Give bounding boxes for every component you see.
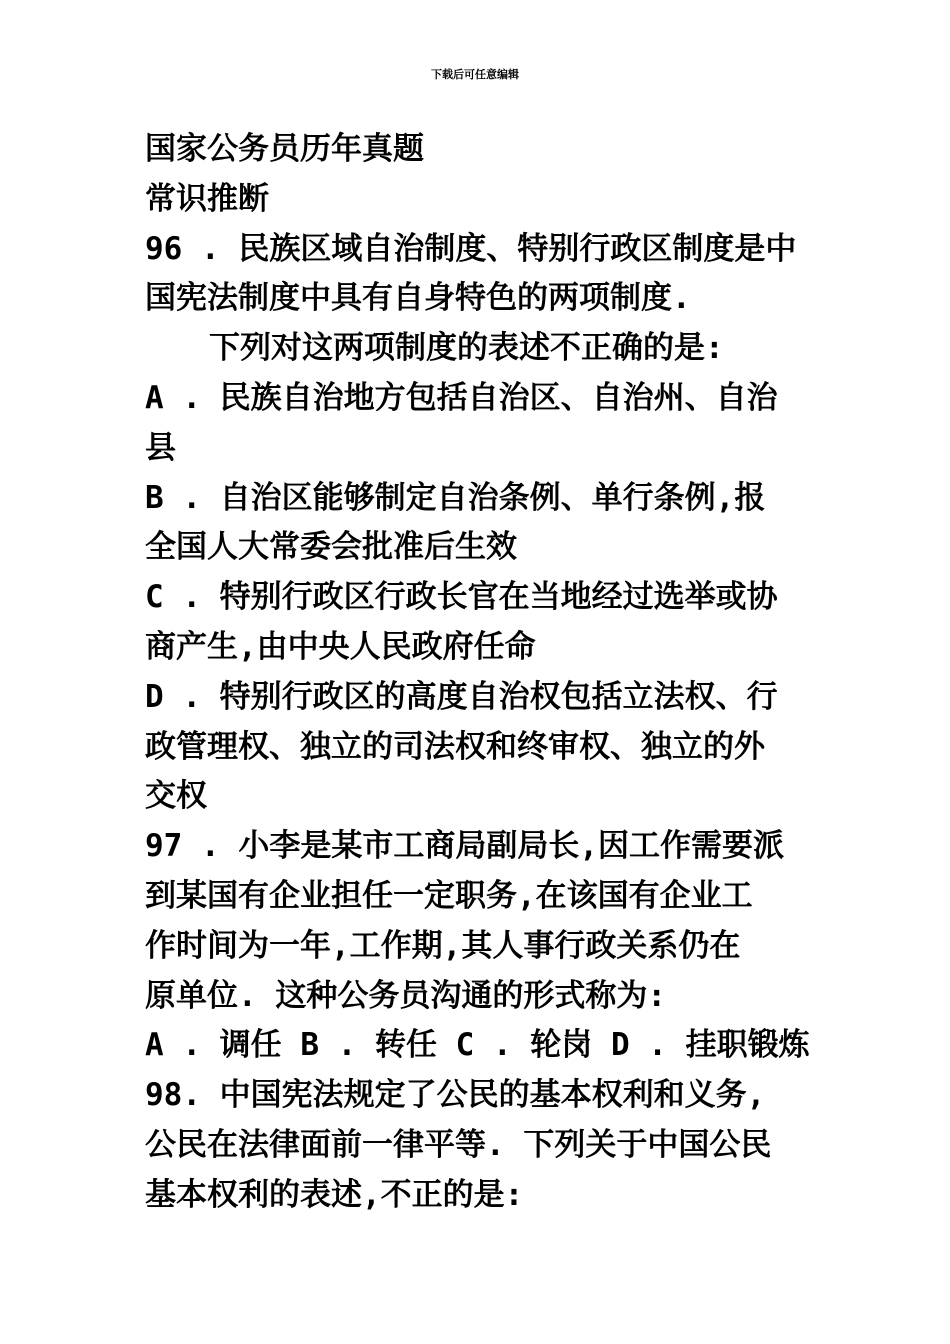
question-96-line-1: 96 . 民族区域自治制度、特别行政区制度是中	[145, 230, 797, 267]
question-97-line-2: 到某国有企业担任一定职务,在该国有企业工	[145, 877, 753, 914]
question-96-option-b: B . 自治区能够制定自治条例、单行条例,报	[145, 479, 766, 516]
question-97-line-3: 作时间为一年,工作期,其人事行政关系仍在	[145, 927, 741, 964]
question-96-prompt: 下列对这两项制度的表述不正确的是:	[209, 330, 724, 367]
page-header: 下载后可任意编辑	[431, 68, 519, 81]
question-98-line-1: 98. 中国宪法规定了公民的基本权利和义务,	[145, 1077, 766, 1114]
question-96-option-a: A . 民族自治地方包括自治区、自治州、自治	[145, 379, 778, 416]
question-96-option-d-cont-2: 交权	[145, 778, 207, 815]
question-97-line-1: 97 . 小李是某市工商局副局长,因工作需要派	[145, 828, 784, 865]
question-96-option-c-cont: 商产生,由中央人民政府任命	[145, 628, 536, 665]
section-heading: 常识推断	[145, 180, 269, 217]
document-title: 国家公务员历年真题	[145, 131, 424, 167]
question-98-line-3: 基本权利的表述,不正的是:	[145, 1176, 524, 1213]
question-96-option-b-cont: 全国人大常委会批准后生效	[145, 529, 517, 566]
question-98-line-2: 公民在法律面前一律平等. 下列关于中国公民	[145, 1126, 772, 1163]
question-96-option-c: C . 特别行政区行政长官在当地经过选举或协	[145, 579, 778, 616]
question-97-options: A . 调任 B . 转任 C . 轮岗 D . 挂职锻炼	[145, 1027, 810, 1064]
question-96-option-a-cont: 县	[145, 429, 176, 466]
question-96-option-d: D . 特别行政区的高度自治权包括立法权、行	[145, 678, 778, 715]
question-97-line-4: 原单位. 这种公务员沟通的形式称为:	[145, 977, 666, 1014]
question-96-line-2: 国宪法制度中具有自身特色的两项制度.	[145, 280, 691, 317]
document-body	[145, 125, 815, 1221]
question-96-option-d-cont-1: 政管理权、独立的司法权和终审权、独立的外	[145, 728, 765, 765]
